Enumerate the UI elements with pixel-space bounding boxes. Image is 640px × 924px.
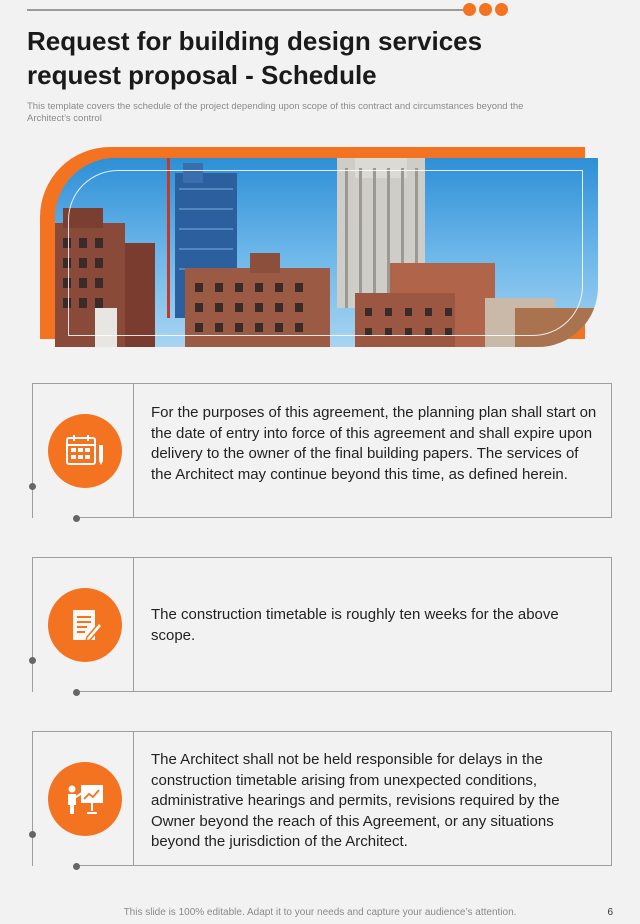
decor-dot [495, 3, 508, 16]
decor-dot [479, 3, 492, 16]
card-bottom-line [77, 691, 612, 692]
page-title [27, 24, 587, 92]
card-1-text: For the purposes of this agreement, the planning plan shall start on the date of entry into force of this agreement and shall expire upon delivery to the owner of the final building papers. The services of the Architect may continue beyond this time, as defined herein. [151, 404, 597, 483]
card-bottom-line [77, 517, 612, 518]
top-rule [27, 9, 465, 11]
card-dot [73, 863, 80, 870]
card-3-text: The Architect shall not be held responsible for delays in the construction timetable arising from unexpected conditions, administrative hearings and permits, revisions required by the Owner beyond the reach of this Agreement, or any situations beyond the jurisdiction of the Architect. [151, 751, 560, 850]
schedule-card-2 [32, 557, 612, 692]
calendar-icon [48, 414, 122, 488]
card-dot [73, 515, 80, 522]
card-dot [73, 689, 80, 696]
notepad-icon [48, 588, 122, 662]
card-2-text: The construction timetable is roughly ten weeks for the above scope. [151, 606, 559, 644]
page-number: 6 [607, 907, 613, 918]
card-divider [133, 384, 134, 518]
title-line-2: request proposal - Schedule [27, 60, 377, 90]
card-divider [133, 732, 134, 866]
card-dot [29, 657, 36, 664]
card-dot [29, 483, 36, 490]
card-dot [29, 831, 36, 838]
title-line-1: Request for building design services [27, 26, 483, 56]
schedule-card-1 [32, 383, 612, 518]
decor-dot [463, 3, 476, 16]
page-subtitle: This template covers the schedule of the project depending upon scope of this contract and circumstances beyond the Architect’s control [27, 101, 524, 124]
card-bottom-line [77, 865, 612, 866]
card-divider [133, 558, 134, 692]
schedule-card-3 [32, 731, 612, 866]
footer-note: This slide is 100% editable. Adapt it to your needs and capture your audience’s attention. [123, 907, 517, 918]
hero-frame [68, 170, 583, 336]
presentation-icon [48, 762, 122, 836]
